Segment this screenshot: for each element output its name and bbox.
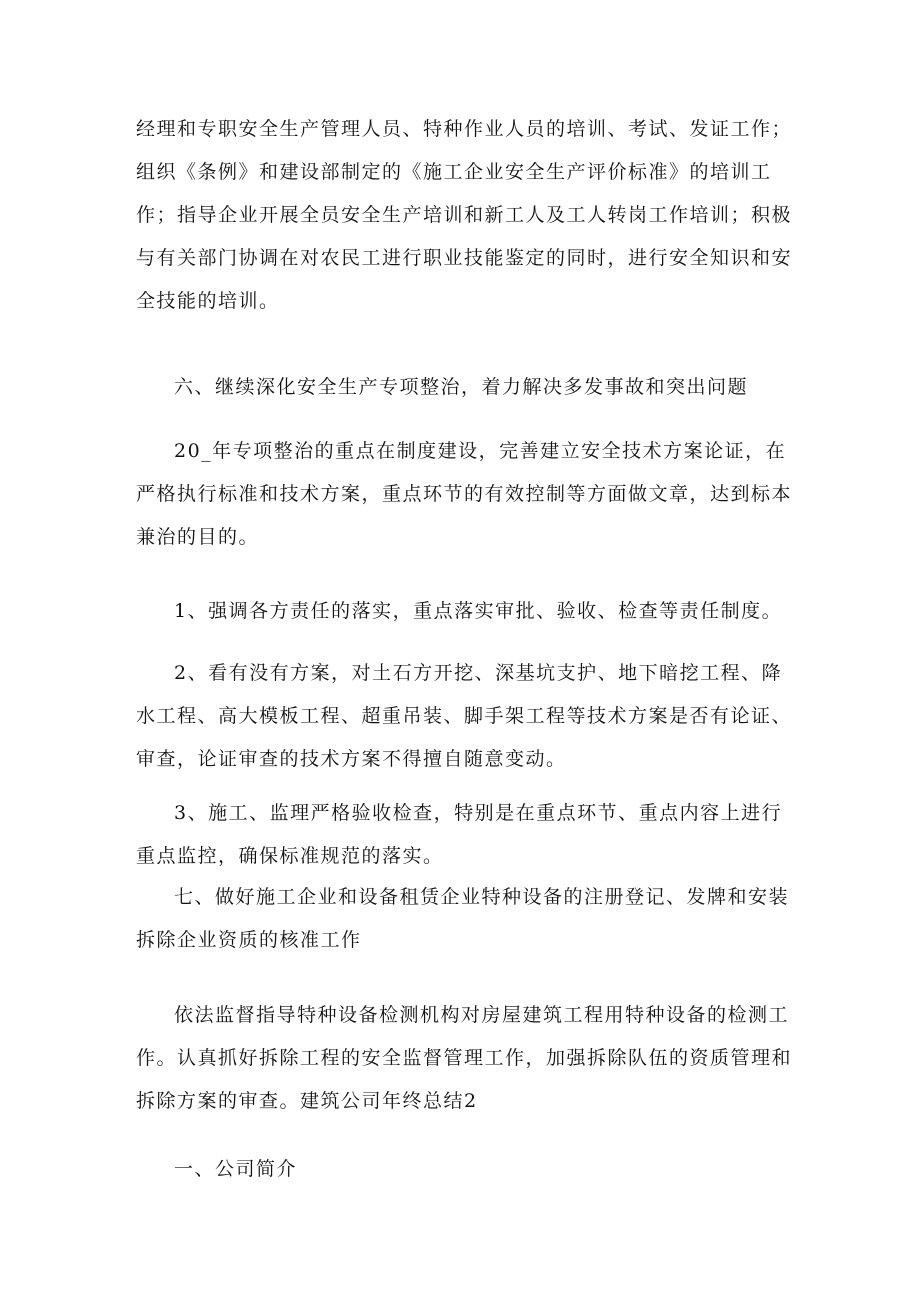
paragraph-line: 1、强调各方责任的落实，重点落实审批、验收、检查等责任制度。 [174,600,783,622]
list-item-1 [136,590,786,633]
paragraph-special-rectification [136,430,793,559]
paragraph-training-duties [136,108,793,323]
list-item-2 [136,652,793,781]
paragraph-line: 2、看有没有方案，对土石方开挖、深基坑支护、地下暗挖工程、降 [174,662,783,684]
paragraph-line: 审查，论证审查的技术方案不得擅自随意变动。 [136,748,567,770]
paragraph-line: 与有关部门协调在对农民工进行职业技能鉴定的同时，进行安全知识和安 [136,247,793,269]
heading-line: 六、继续深化安全生产专项整治，着力解决多发事故和突出问题 [174,376,749,398]
paragraph-line: 作。认真抓好拆除工程的安全监督管理工作，加强拆除队伍的资质管理和 [136,1047,793,1069]
paragraph-line: 经理和专职安全生产管理人员、特种作业人员的培训、考试、发证工作； [136,118,793,140]
paragraph-line: 水工程、高大模板工程、超重吊装、脚手架工程等技术方案是否有论证、 [136,705,793,727]
heading-line: 拆除企业资质的核准工作 [136,929,362,951]
paragraph-line: 严格执行标准和技术方案，重点环节的有效控制等方面做文章，达到标本 [136,483,793,505]
list-item-3 [136,792,786,878]
paragraph-line: 重点监控，确保标准规范的落实。 [136,845,444,867]
paragraph-inspection-supervision [136,994,793,1123]
paragraph-line: 3、施工、监理严格验收检查，特别是在重点环节、重点内容上进行 [174,802,783,824]
paragraph-line: 全技能的培训。 [136,290,280,312]
heading-line: 一、公司简介 [174,1158,298,1180]
section-heading-seven [136,876,790,962]
paragraph-line: 作；指导企业开展全员安全生产培训和新工人及工人转岗工作培训；积极 [136,204,793,226]
paragraph-line: 兼治的目的。 [136,526,260,548]
paragraph-line: 依法监督指导特种设备检测机构对房屋建筑工程用特种设备的检测工 [174,1004,790,1026]
heading-line: 七、做好施工企业和设备租赁企业特种设备的注册登记、发牌和安装 [174,886,790,908]
section-heading-six [136,366,786,409]
paragraph-line: 20_年专项整治的重点在制度建设，完善建立安全技术方案论证，在 [174,440,787,462]
section-heading-company-intro [136,1148,786,1191]
paragraph-line: 拆除方案的审查。建筑公司年终总结2 [136,1090,478,1112]
paragraph-line: 组织《条例》和建设部制定的《施工企业安全生产评价标准》的培训工 [136,161,772,183]
